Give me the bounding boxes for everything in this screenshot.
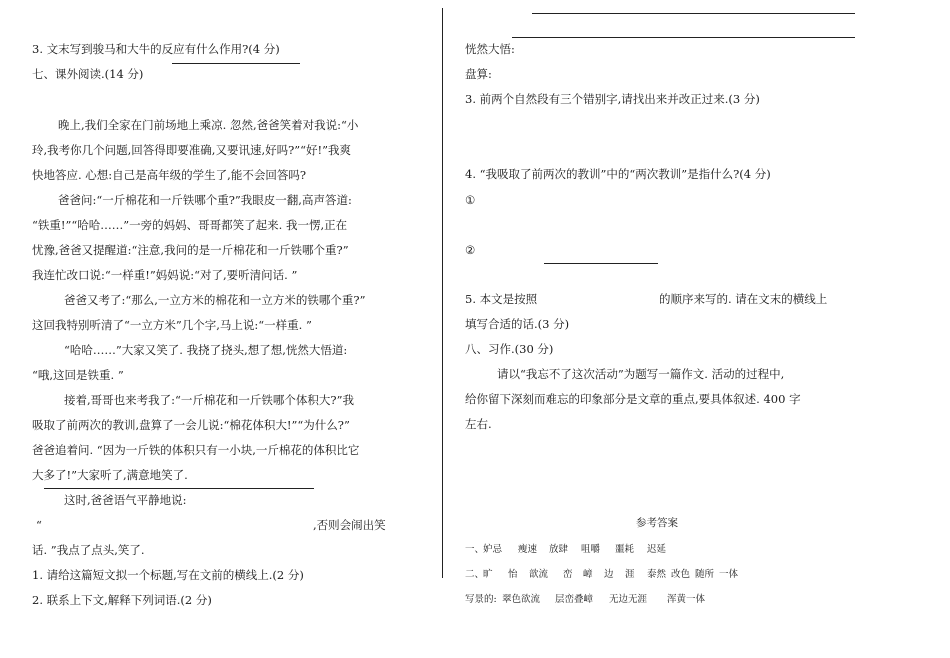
quote-end: ,否则会闹出笑 <box>313 518 386 532</box>
answer-word: 放肆 <box>549 544 569 555</box>
answer-word: 翠色欲流 <box>502 594 541 605</box>
answer-word: 峦 <box>563 569 573 580</box>
answer-word: 瘦速 <box>518 544 538 555</box>
answer-line <box>532 13 855 14</box>
paragraph-line: 爸爸问:“一斤棉花和一斤铁哪个重?”我眼皮一翻,高声答道: <box>58 193 352 207</box>
section-7-heading: 七、课外阅读.(14 分) <box>32 67 144 81</box>
answer-key-label: 二、 <box>465 569 485 580</box>
title-blank-line <box>44 488 314 489</box>
answer-line <box>544 263 658 264</box>
paragraph-line: 快地答应. 心想:自己是高年级的学生了,能不会回答吗? <box>32 168 307 182</box>
answer-word: 妒忌 <box>483 544 503 555</box>
answer-word: 浑黄一体 <box>667 594 706 605</box>
answer-word: 涯 <box>625 569 635 580</box>
paragraph-line: 这时,爸爸语气平静地说: <box>64 493 187 507</box>
answer-word: 噩耗 <box>615 544 635 555</box>
paragraph-line: 玲,我考你几个问题,回答得即要准确,又要讯速,好吗?”“好!”我爽 <box>32 143 352 157</box>
question-4: 4. “我吸取了前两次的教训”中的“两次教训”是指什么?(4 分) <box>465 167 771 181</box>
section-8-heading: 八、习作.(30 分) <box>465 342 554 356</box>
quote-tail: 话. ”我点了点头,笑了. <box>32 543 145 557</box>
essay-prompt-line: 左右. <box>465 417 492 431</box>
answer-key-label: 写景的: <box>465 594 497 605</box>
essay-prompt-line: 给你留下深刻而难忘的印象部分是文章的重点,要具体叙述. 400 字 <box>465 392 801 406</box>
paragraph-line: 忧豫,爸爸又提醒道:“注意,我问的是一斤棉花和一斤铁哪个重?” <box>32 243 349 257</box>
answer-marker: ① <box>465 193 476 207</box>
question-3-right: 3. 前两个自然段有三个错别字,请找出来并改正过来.(3 分) <box>465 92 760 106</box>
paragraph-line: “哦,这回是铁重. ” <box>32 368 124 382</box>
column-divider <box>442 8 443 578</box>
paragraph-line: 爸爸追着问. “因为一斤铁的体积只有一小块,一斤棉花的体积比它 <box>32 443 360 457</box>
answer-word: 随所 <box>695 569 715 580</box>
question-5-end: 的顺序来写的. 请在文末的横线上 <box>659 292 828 306</box>
word-definition: 恍然大悟: <box>465 42 515 56</box>
answer-word: 歆流 <box>529 569 549 580</box>
paragraph-line: 晚上,我们全家在门前场地上乘凉. 忽然,爸爸笑着对我说:“小 <box>58 118 359 132</box>
answer-marker: ② <box>465 243 476 257</box>
answer-word: 无边无涯 <box>609 594 648 605</box>
answer-word: 咀嚼 <box>581 544 601 555</box>
question-1: 1. 请给这篇短文拟一个标题,写在文前的横线上.(2 分) <box>32 568 304 582</box>
answer-line <box>172 63 300 64</box>
answer-word: 边 <box>604 569 614 580</box>
paragraph-line: 爸爸又考了:“那么,一立方米的棉花和一立方米的铁哪个重?” <box>64 293 366 307</box>
paragraph-line: “铁重!”“哈哈……”一旁的妈妈、哥哥都笑了起来. 我一愣,正在 <box>32 218 348 232</box>
question-5-line2: 填写合适的话.(3 分) <box>465 317 570 331</box>
paragraph-line: 接着,哥哥也来考我了:“一斤棉花和一斤铁哪个体积大?”我 <box>64 393 354 407</box>
answer-word: 泰然 <box>647 569 667 580</box>
answer-word: 旷 <box>483 569 493 580</box>
answer-word: 一体 <box>719 569 739 580</box>
question-3-left: 3. 文末写到骏马和大牛的反应有什么作用?(4 分) <box>32 42 280 56</box>
question-2: 2. 联系上下文,解释下列词语.(2 分) <box>32 593 212 607</box>
essay-prompt-line: 请以“我忘不了这次活动”为题写一篇作文. 活动的过程中, <box>497 367 785 381</box>
answer-word: 怡 <box>508 569 518 580</box>
paragraph-line: 大多了!”大家听了,满意地笑了. <box>32 468 188 482</box>
word-definition: 盘算: <box>465 67 492 81</box>
answer-line <box>512 37 855 38</box>
answer-word: 迟延 <box>647 544 667 555</box>
answer-word: 改色 <box>671 569 691 580</box>
paragraph-line: 这回我特别听清了“一立方米”几个字,马上说:“一样重. ” <box>32 318 312 332</box>
question-5-start: 5. 本文是按照 <box>465 292 538 306</box>
answer-word: 层峦叠嶂 <box>555 594 594 605</box>
paragraph-line: 我连忙改口说:“一样重!”妈妈说:“对了,要听清问话. ” <box>32 268 298 282</box>
quote-open: “ <box>36 518 42 532</box>
answer-word: 嶂 <box>583 569 593 580</box>
answer-key-title: 参考答案 <box>636 517 678 529</box>
paragraph-line: “哈哈……”大家又笑了. 我挠了挠头,想了想,恍然大悟道: <box>64 343 348 357</box>
paragraph-line: 吸取了前两次的教训,盘算了一会儿说:“棉花体积大!”“为什么?” <box>32 418 350 432</box>
answer-key-label: 一、 <box>465 544 485 555</box>
